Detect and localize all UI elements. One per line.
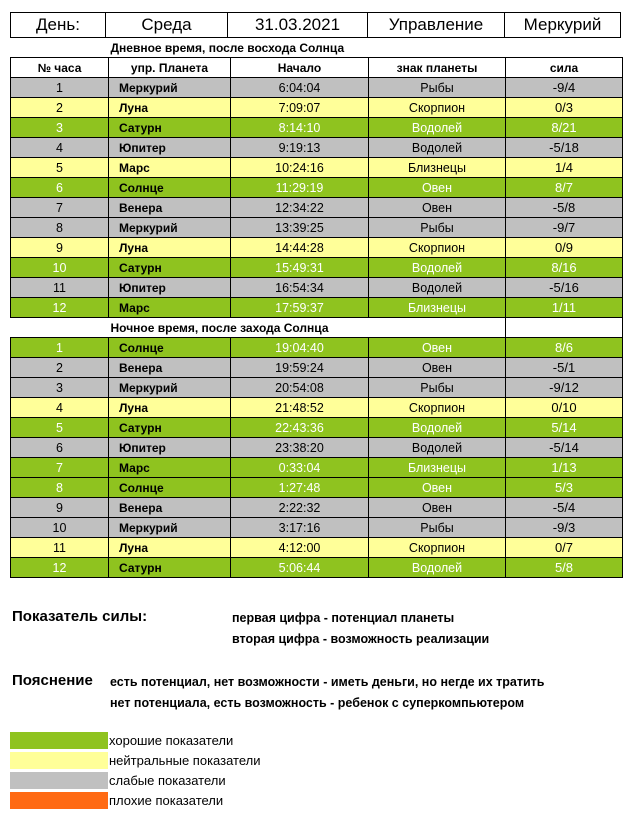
power-value: 0/7 <box>506 538 623 558</box>
legend-swatch <box>10 792 108 809</box>
ruler-planet: Меркурий <box>505 13 621 38</box>
zodiac-sign: Скорпион <box>369 538 506 558</box>
zodiac-sign: Водолей <box>369 418 506 438</box>
hour-row <box>11 338 623 358</box>
power-value: -5/18 <box>506 138 623 158</box>
hour-number: 5 <box>11 418 109 438</box>
zodiac-sign: Водолей <box>369 278 506 298</box>
start-time: 22:43:36 <box>231 418 369 438</box>
hour-number: 11 <box>11 538 109 558</box>
start-time: 21:48:52 <box>231 398 369 418</box>
hour-number: 12 <box>11 558 109 578</box>
start-time: 9:19:13 <box>231 138 369 158</box>
planet-name: Солнце <box>109 478 231 498</box>
power-value: 5/8 <box>506 558 623 578</box>
hour-number: 10 <box>11 518 109 538</box>
start-time: 13:39:25 <box>231 218 369 238</box>
start-time: 0:33:04 <box>231 458 369 478</box>
zodiac-sign: Скорпион <box>369 238 506 258</box>
planet-name: Меркурий <box>109 78 231 98</box>
hour-row <box>11 178 623 198</box>
power-value: 8/6 <box>506 338 623 358</box>
planet-name: Марс <box>109 158 231 178</box>
hour-number: 8 <box>11 218 109 238</box>
day-section-title: Дневное время, после восхода Солнца <box>110 40 345 55</box>
legend-label: нейтральные показатели <box>109 753 261 768</box>
planet-name: Венера <box>109 358 231 378</box>
planet-name: Солнце <box>109 178 231 198</box>
power-value: -5/16 <box>506 278 623 298</box>
power-value: 8/7 <box>506 178 623 198</box>
power-value: 1/11 <box>506 298 623 318</box>
power-note-line2: вторая цифра - возможность реализации <box>232 632 490 646</box>
planet-header: упр. Планета <box>109 58 231 78</box>
hour-number: 3 <box>11 118 109 138</box>
planet-name: Меркурий <box>109 378 231 398</box>
hour-row <box>11 498 623 518</box>
planet-name: Луна <box>109 238 231 258</box>
power-value: -5/8 <box>506 198 623 218</box>
zodiac-sign: Близнецы <box>369 298 506 318</box>
zodiac-sign: Рыбы <box>369 78 506 98</box>
start-time: 2:22:32 <box>231 498 369 518</box>
power-value: 5/3 <box>506 478 623 498</box>
hour-row <box>11 398 623 418</box>
hour-row <box>11 158 623 178</box>
hour-row <box>11 218 623 238</box>
explanation-line1: есть потенциал, нет возможности - иметь деньги, но негде их тратить <box>110 675 545 689</box>
zodiac-sign: Рыбы <box>369 378 506 398</box>
hour-number: 7 <box>11 198 109 218</box>
power-header: сила <box>506 58 623 78</box>
hour-row <box>11 538 623 558</box>
power-value: -5/4 <box>506 498 623 518</box>
hour-number: 4 <box>11 138 109 158</box>
hour-number: 6 <box>11 178 109 198</box>
zodiac-sign: Овен <box>369 498 506 518</box>
hour-row <box>11 138 623 158</box>
hour-number: 2 <box>11 358 109 378</box>
start-time: 20:54:08 <box>231 378 369 398</box>
start-time: 4:12:00 <box>231 538 369 558</box>
header-row <box>10 12 621 38</box>
hour-row <box>11 118 623 138</box>
power-value: 8/16 <box>506 258 623 278</box>
planet-name: Луна <box>109 98 231 118</box>
power-value: 1/13 <box>506 458 623 478</box>
zodiac-sign: Водолей <box>369 438 506 458</box>
start-time: 7:09:07 <box>231 98 369 118</box>
power-value: 0/10 <box>506 398 623 418</box>
power-value: 8/21 <box>506 118 623 138</box>
zodiac-sign: Близнецы <box>369 458 506 478</box>
legend-swatch <box>10 732 108 749</box>
hour-number: 3 <box>11 378 109 398</box>
planet-name: Луна <box>109 398 231 418</box>
hour-number: 11 <box>11 278 109 298</box>
hour-number: 1 <box>11 338 109 358</box>
legend-label: плохие показатели <box>109 793 224 808</box>
planet-name: Юпитер <box>109 138 231 158</box>
start-time: 3:17:16 <box>231 518 369 538</box>
sign-header: знак планеты <box>369 58 506 78</box>
weekday: Среда <box>106 13 228 38</box>
rule-label: Управление <box>368 13 505 38</box>
start-time: 23:38:20 <box>231 438 369 458</box>
zodiac-sign: Водолей <box>369 258 506 278</box>
hour-row <box>11 558 623 578</box>
start-time: 19:59:24 <box>231 358 369 378</box>
planet-name: Сатурн <box>109 118 231 138</box>
planet-name: Меркурий <box>109 218 231 238</box>
start-time: 10:24:16 <box>231 158 369 178</box>
zodiac-sign: Близнецы <box>369 158 506 178</box>
power-value: -9/7 <box>506 218 623 238</box>
hour-number: 12 <box>11 298 109 318</box>
hour-number: 8 <box>11 478 109 498</box>
zodiac-sign: Скорпион <box>369 398 506 418</box>
hour-row <box>11 518 623 538</box>
start-time: 8:14:10 <box>231 118 369 138</box>
planet-name: Сатурн <box>109 258 231 278</box>
hour-number: 9 <box>11 238 109 258</box>
planet-name: Сатурн <box>109 418 231 438</box>
hour-row <box>11 458 623 478</box>
legend-swatch <box>10 772 108 789</box>
hour-row <box>11 78 623 98</box>
zodiac-sign: Водолей <box>369 138 506 158</box>
zodiac-sign: Скорпион <box>369 98 506 118</box>
date: 31.03.2021 <box>228 13 368 38</box>
hour-row <box>11 258 623 278</box>
start-time: 5:06:44 <box>231 558 369 578</box>
hour-number: 5 <box>11 158 109 178</box>
planet-name: Сатурн <box>109 558 231 578</box>
column-headers <box>11 58 623 78</box>
power-value: -5/1 <box>506 358 623 378</box>
hour-row <box>11 198 623 218</box>
night-section-title: Ночное время, после захода Солнца <box>110 320 329 335</box>
power-note-title: Показатель силы: <box>12 608 148 625</box>
explanation-line2: нет потенциала, есть возможность - ребенок с суперкомпьютером <box>110 696 525 710</box>
hour-row <box>11 238 623 258</box>
hour-row <box>11 438 623 458</box>
hour-row <box>11 418 623 438</box>
hour-number: 6 <box>11 438 109 458</box>
zodiac-sign: Овен <box>369 338 506 358</box>
start-time: 14:44:28 <box>231 238 369 258</box>
planet-name: Марс <box>109 458 231 478</box>
zodiac-sign: Овен <box>369 478 506 498</box>
zodiac-sign: Овен <box>369 358 506 378</box>
zodiac-sign: Рыбы <box>369 518 506 538</box>
zodiac-sign: Рыбы <box>369 218 506 238</box>
power-value: 0/3 <box>506 98 623 118</box>
planet-name: Луна <box>109 538 231 558</box>
hour-number: 2 <box>11 98 109 118</box>
power-value: -5/14 <box>506 438 623 458</box>
hour-number: 7 <box>11 458 109 478</box>
power-note-line1: первая цифра - потенциал планеты <box>232 611 455 625</box>
power-value: 1/4 <box>506 158 623 178</box>
start-time: 16:54:34 <box>231 278 369 298</box>
planetary-hours-table <box>10 38 623 578</box>
planet-name: Меркурий <box>109 518 231 538</box>
power-value: 0/9 <box>506 238 623 258</box>
legend-label: хорошие показатели <box>109 733 234 748</box>
hour-row <box>11 358 623 378</box>
start-time: 19:04:40 <box>231 338 369 358</box>
zodiac-sign: Овен <box>369 198 506 218</box>
hour-number-header: № часа <box>11 58 109 78</box>
planet-name: Венера <box>109 198 231 218</box>
hour-number: 9 <box>11 498 109 518</box>
day-section <box>11 38 623 58</box>
hour-number: 1 <box>11 78 109 98</box>
explanation-title: Пояснение <box>12 672 93 689</box>
hour-row <box>11 298 623 318</box>
hour-row <box>11 378 623 398</box>
start-time: 11:29:19 <box>231 178 369 198</box>
zodiac-sign: Водолей <box>369 118 506 138</box>
start-time: 1:27:48 <box>231 478 369 498</box>
power-value: 5/14 <box>506 418 623 438</box>
legend-label: слабые показатели <box>109 773 226 788</box>
zodiac-sign: Водолей <box>369 558 506 578</box>
hour-row <box>11 278 623 298</box>
planet-name: Марс <box>109 298 231 318</box>
planet-name: Юпитер <box>109 278 231 298</box>
hour-row <box>11 98 623 118</box>
start-time: 15:49:31 <box>231 258 369 278</box>
power-value: -9/12 <box>506 378 623 398</box>
planet-name: Юпитер <box>109 438 231 458</box>
night-section <box>11 318 623 338</box>
start-header: Начало <box>231 58 369 78</box>
planet-name: Солнце <box>109 338 231 358</box>
start-time: 12:34:22 <box>231 198 369 218</box>
legend-swatch <box>10 752 108 769</box>
start-time: 6:04:04 <box>231 78 369 98</box>
hour-number: 10 <box>11 258 109 278</box>
day-label: День: <box>11 13 106 38</box>
start-time: 17:59:37 <box>231 298 369 318</box>
hour-row <box>11 478 623 498</box>
zodiac-sign: Овен <box>369 178 506 198</box>
hour-number: 4 <box>11 398 109 418</box>
planet-name: Венера <box>109 498 231 518</box>
power-value: -9/4 <box>506 78 623 98</box>
power-value: -9/3 <box>506 518 623 538</box>
